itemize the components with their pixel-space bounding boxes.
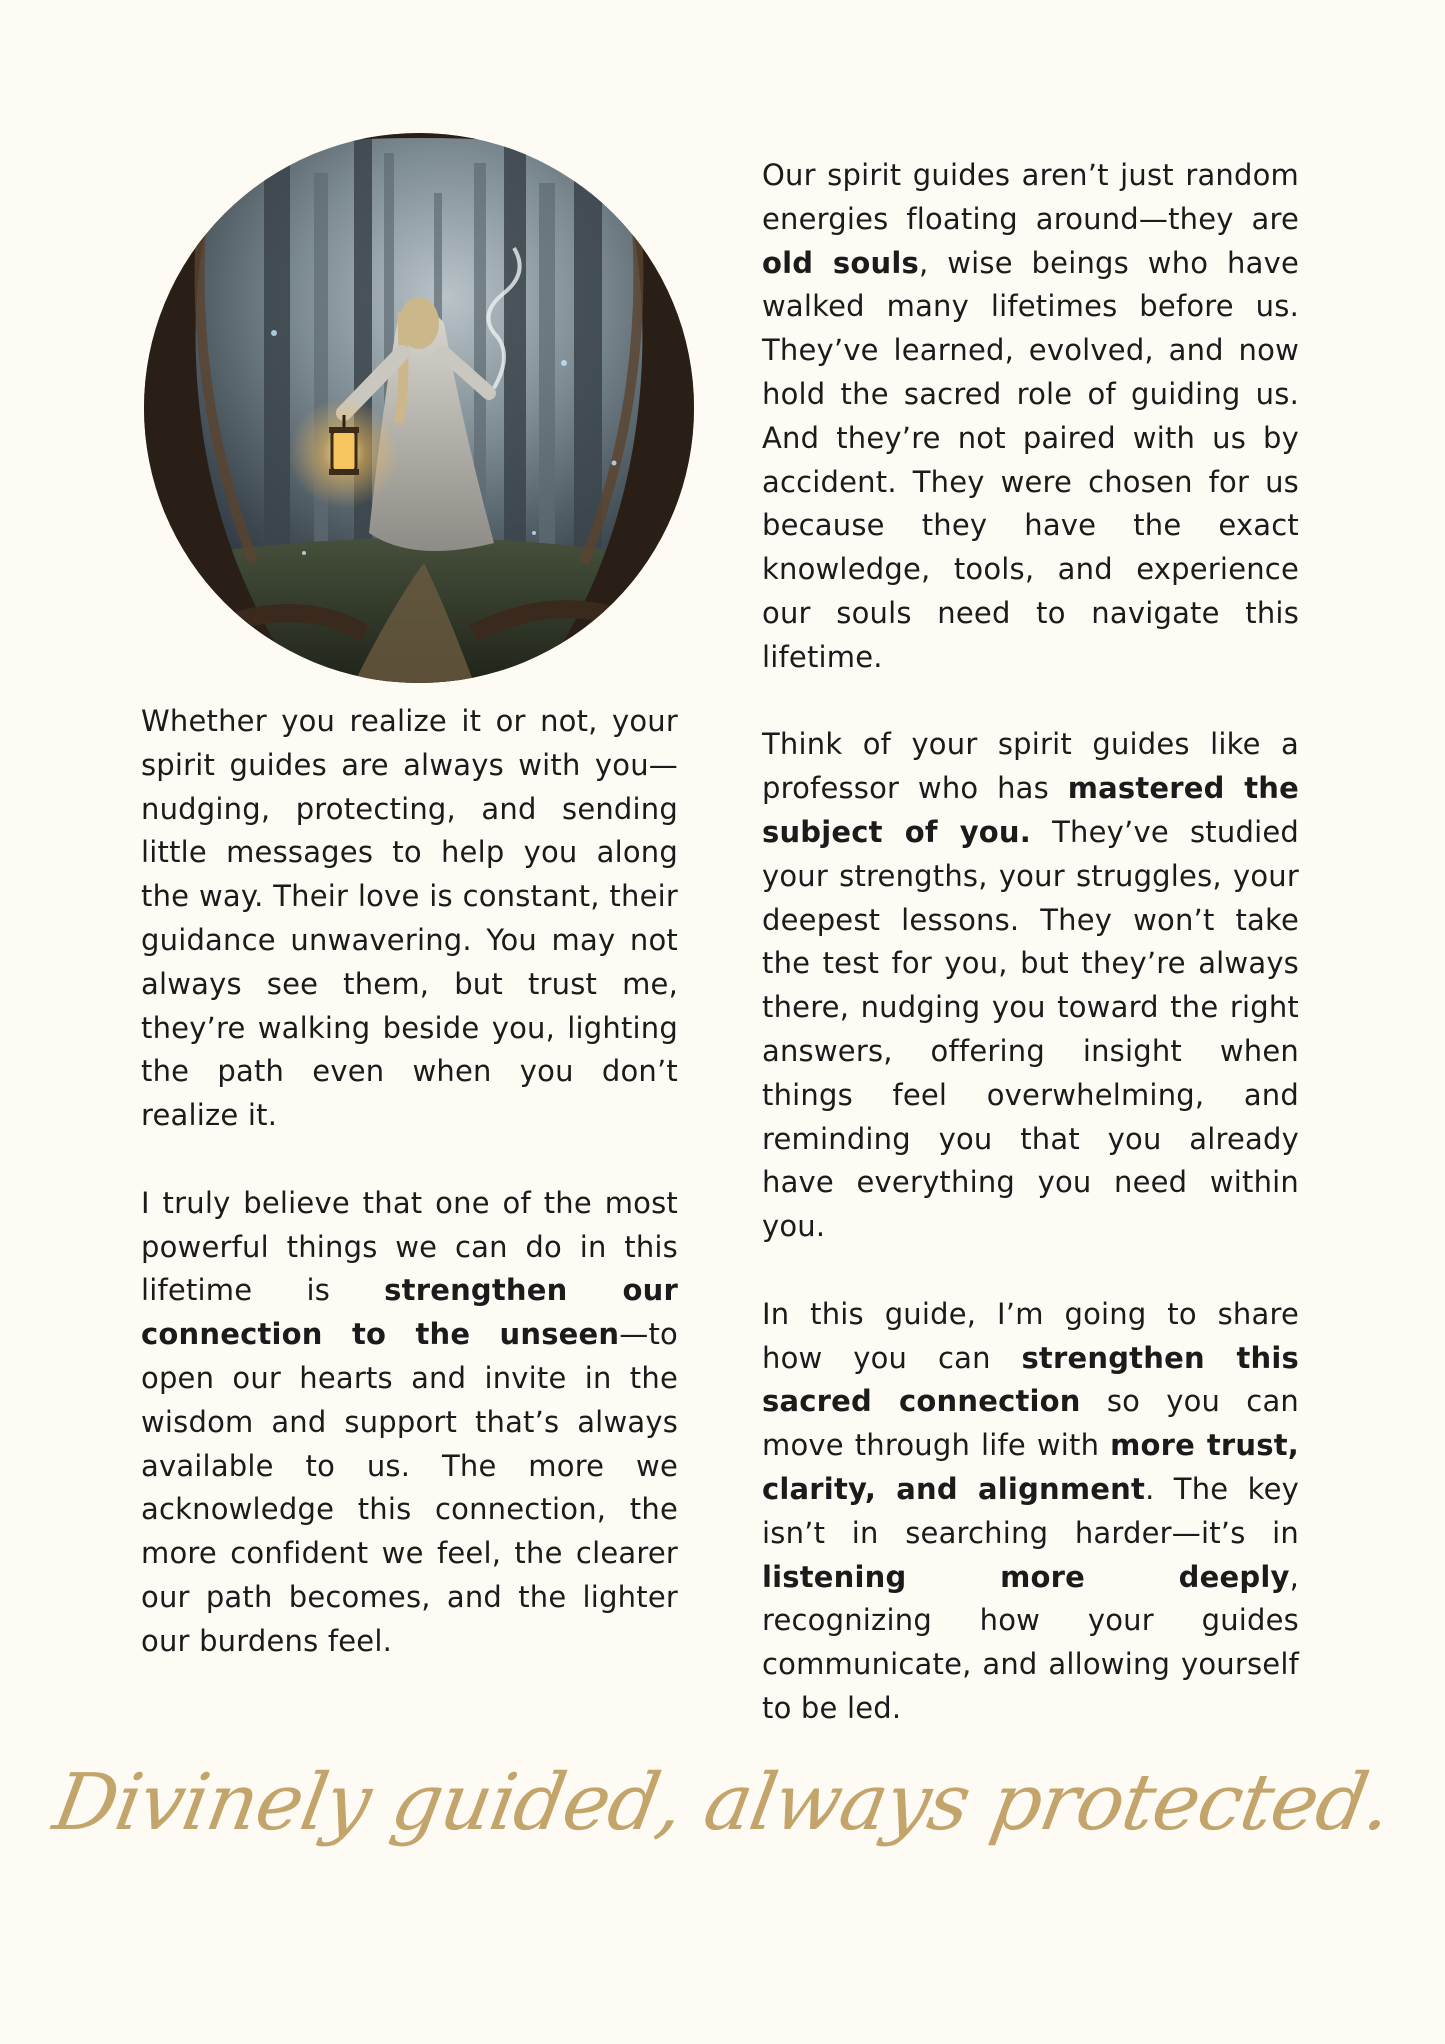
left-column bbox=[141, 700, 678, 1664]
right-paragraph-3-text-1: In this guide, I’m going to share how you can bbox=[762, 1296, 1299, 1375]
right-column bbox=[762, 154, 1299, 1731]
right-paragraph-2-text-1: Think of your spirit guides like a professor who has bbox=[762, 727, 1299, 806]
right-paragraph-1-text-2: , wise beings who have walked many lifetimes before us. They’ve learned, evolved, and now hold the sacred role of guiding us. And they’re not paired with us by accident. They were chosen for us because they have the exact knowledge, tools, and experience our souls need to navigate this lifetime. bbox=[762, 245, 1299, 674]
right-paragraph-3-bold-3: listening more deeply bbox=[762, 1559, 1290, 1594]
right-paragraph-1 bbox=[762, 154, 1299, 680]
left-paragraph-2-text-1: I truly believe that one of the most powerful things we can do in this lifetime is bbox=[141, 1185, 678, 1308]
left-paragraph-2-text-2: —to open our hearts and invite in the wisdom and support that’s always available to us. The more we acknowledge this connection, the more confident we feel, the clearer our path becomes, and the lighter our burdens feel. bbox=[141, 1317, 678, 1658]
right-paragraph-1-bold-1: old souls bbox=[762, 245, 919, 280]
right-paragraph-3-bold-1: strengthen this sacred connection bbox=[762, 1340, 1299, 1419]
left-paragraph-2-bold-1: strengthen our connection to the unseen bbox=[141, 1273, 678, 1352]
right-paragraph-2-bold-1: mastered the subject of you. bbox=[762, 771, 1299, 849]
right-paragraph-1-text-1: Our spirit guides aren’t just random energies floating around—they are bbox=[762, 158, 1299, 236]
right-paragraph-3-text-2: so you can move through life with bbox=[762, 1384, 1299, 1463]
right-paragraph-2-text-2: They’ve studied your strengths, your struggles, your deepest lessons. They won’t take the test for you, but they’re always there, nudging you toward the right answers, offering insight when things feel overwhelming, and reminding you that you already have everything you need within you. bbox=[762, 814, 1299, 1244]
left-paragraph-1-text: Whether you realize it or not, your spirit guides are always with you—nudging, protecting, and sending little messages to help you along the way. Their love is constant, their guidance unwavering. You may not always see them, but trust me, they’re walking beside you, lighting the path even when you don’t realize it. bbox=[141, 704, 678, 1133]
tagline: Divinely guided, always protected. bbox=[47, 1758, 1398, 1848]
forest-guide-illustration-art bbox=[144, 133, 694, 683]
left-paragraph-1 bbox=[141, 700, 678, 1138]
left-paragraph-2 bbox=[141, 1182, 678, 1664]
right-paragraph-3 bbox=[762, 1293, 1299, 1731]
right-paragraph-3-text-4: , recognizing how your guides communicate, and allowing yourself to be led. bbox=[762, 1559, 1299, 1725]
forest-guide-illustration bbox=[144, 133, 694, 683]
right-paragraph-2 bbox=[762, 723, 1299, 1249]
right-paragraph-3-text-3: . The key isn’t in searching harder—it’s in bbox=[762, 1471, 1300, 1550]
right-paragraph-3-bold-2: more trust, clarity, and alignment bbox=[762, 1428, 1300, 1506]
